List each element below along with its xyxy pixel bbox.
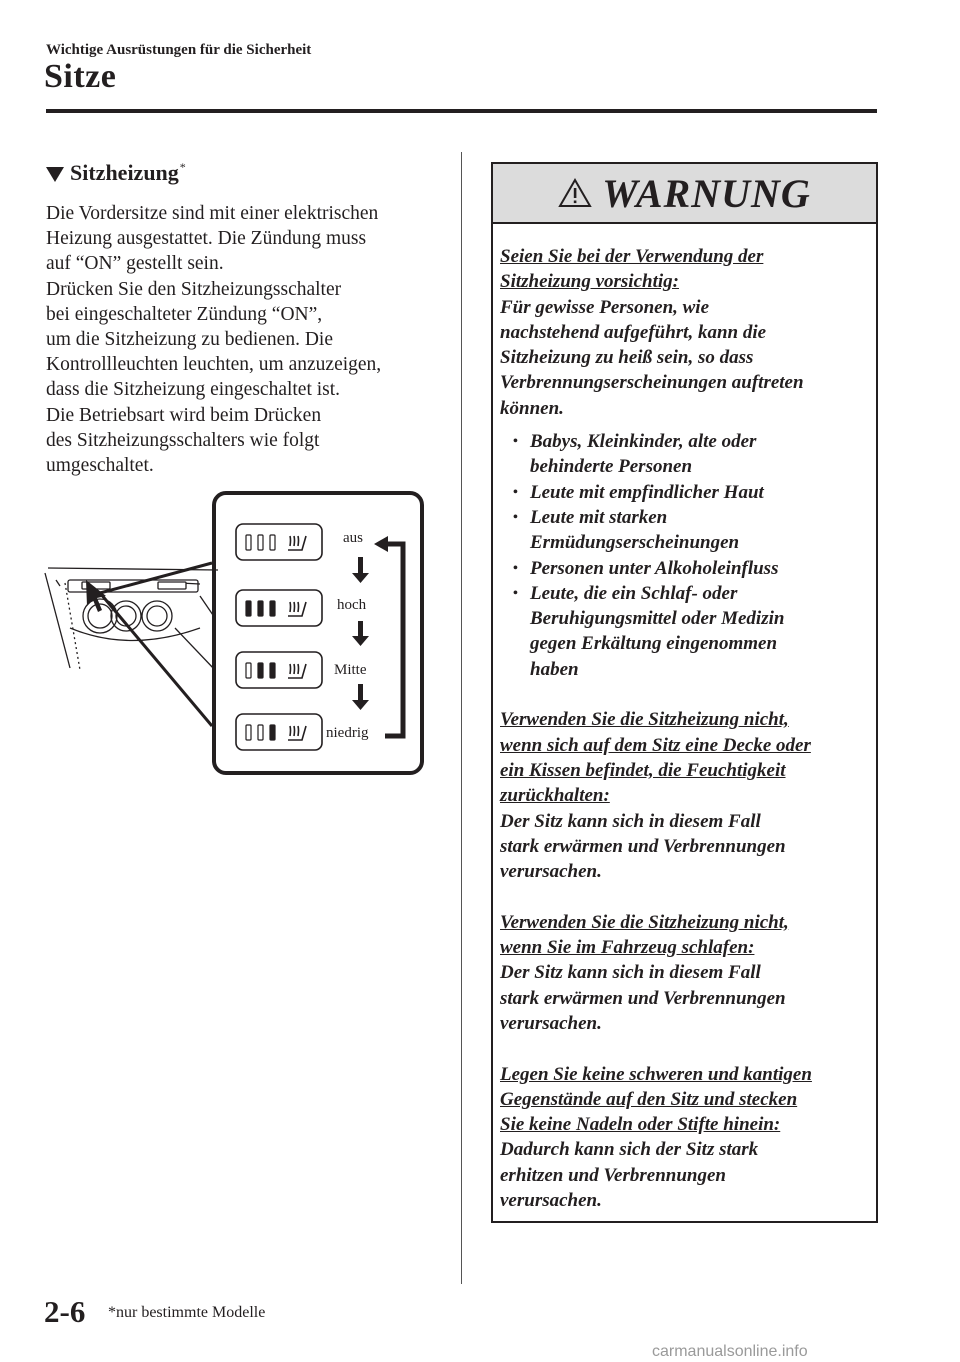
text-line: • Leute mit empfindlicher Haut xyxy=(530,481,764,503)
list-item xyxy=(500,505,875,556)
text-line: Legen Sie keine schweren und kantigen xyxy=(500,1063,812,1085)
text-line: stark erwärmen und Verbrennungen xyxy=(500,835,786,857)
text-line: bei eingeschalteter Zündung “ON”, xyxy=(46,303,323,325)
text-line: Verbrennungserscheinungen auftreten xyxy=(500,372,804,394)
warning-subheading xyxy=(500,910,875,961)
mode-label-off: aus xyxy=(343,530,363,546)
text-line: nachstehend aufgeführt, kann die xyxy=(500,321,767,343)
header-rule xyxy=(46,109,877,113)
warning-header xyxy=(493,164,876,224)
page-number: 2-6 xyxy=(44,1294,86,1329)
text-line: Sie keine Nadeln oder Stifte hinein: xyxy=(500,1114,781,1136)
mode-label-mid: Mitte xyxy=(334,662,367,678)
text-line: Sitzheizung vorsichtig: xyxy=(500,271,679,293)
text-line: Sitzheizung zu heiß sein, so dass xyxy=(500,347,754,369)
text-line: können. xyxy=(500,397,564,419)
intro-paragraph xyxy=(46,201,446,478)
text-line: Verwenden Sie die Sitzheizung nicht, xyxy=(500,709,789,731)
section-label: Wichtige Ausrüstungen für die Sicherheit xyxy=(46,42,312,58)
triangle-down-icon xyxy=(46,167,64,182)
text-line: Die Vordersitze sind mit einer elektrischen xyxy=(46,203,379,224)
warning-text xyxy=(500,1137,875,1213)
list-item xyxy=(500,480,875,505)
text-line: des Sitzheizungsschalters wie folgt xyxy=(46,429,320,451)
warning-triangle-icon xyxy=(558,178,592,208)
text-line: wenn Sie im Fahrzeug schlafen: xyxy=(500,937,755,959)
text-line: erhitzen und Verbrennungen xyxy=(500,1164,726,1186)
text-line: Verwenden Sie die Sitzheizung nicht, xyxy=(500,911,789,933)
text-line: verursachen. xyxy=(500,861,602,883)
text-line: ein Kissen befindet, die Feuchtigkeit xyxy=(500,759,786,781)
figure-frame xyxy=(212,491,424,775)
text-line: wenn sich auf dem Sitz eine Decke oder xyxy=(500,734,811,756)
text-line: • Leute mit starken xyxy=(530,506,668,528)
text-line: • Babys, Kleinkinder, alte oder xyxy=(530,431,757,453)
chapter-title: Sitze xyxy=(44,58,117,95)
warning-bullet-list xyxy=(500,429,875,682)
pointer-line xyxy=(100,563,212,593)
footnote: *nur bestimmte Modelle xyxy=(108,1304,266,1321)
text-line: um die Sitzheizung zu bedienen. Die xyxy=(46,329,333,351)
list-item xyxy=(500,556,875,581)
text-line: umgeschaltet. xyxy=(46,455,154,477)
text-line: Der Sitz kann sich in diesem Fall xyxy=(500,962,761,984)
mode-label-high: hoch xyxy=(337,597,367,613)
text-line: auf “ON” gestellt sein. xyxy=(46,253,224,275)
heading-text: Sitzheizung xyxy=(70,160,179,185)
warning-text xyxy=(500,960,875,1036)
mode-label-low: niedrig xyxy=(326,725,369,741)
warning-subheading xyxy=(500,707,875,808)
text-line: dass die Sitzheizung eingeschaltet ist. xyxy=(46,379,341,401)
warning-body xyxy=(500,244,875,1213)
text-line: Beruhigungsmittel oder Medizin xyxy=(530,608,785,630)
text-line: • Personen unter Alkoholeinfluss xyxy=(530,557,779,579)
text-line: Der Sitz kann sich in diesem Fall xyxy=(500,810,761,832)
text-line: • Leute, die ein Schlaf- oder xyxy=(530,582,738,604)
text-line: verursachen. xyxy=(500,1189,602,1211)
text-line: Heizung ausgestattet. Die Zündung muss xyxy=(46,228,367,250)
heading-footnote-mark: * xyxy=(179,160,186,174)
warning-text xyxy=(500,295,875,421)
text-line: haben xyxy=(530,658,579,680)
text-line: Seien Sie bei der Verwendung der xyxy=(500,246,764,267)
text-line: stark erwärmen und Verbrennungen xyxy=(500,987,786,1009)
text-line: Drücken Sie den Sitzheizungsschalter xyxy=(46,278,342,300)
text-line: Dadurch kann sich der Sitz stark xyxy=(500,1139,759,1161)
warning-text xyxy=(500,809,875,885)
text-line: behinderte Personen xyxy=(530,456,693,478)
watermark: carmanualsonline.info xyxy=(652,1343,808,1360)
warning-box xyxy=(491,162,878,1223)
text-line: Für gewisse Personen, wie xyxy=(500,296,710,318)
warning-title: WARNUNG xyxy=(602,170,811,216)
list-item xyxy=(500,581,875,682)
text-line: Die Betriebsart wird beim Drücken xyxy=(46,404,322,426)
column-divider xyxy=(461,152,462,1284)
pointer-line xyxy=(100,593,212,726)
text-line: Gegenstände auf den Sitz und stecken xyxy=(500,1088,798,1110)
text-line: gegen Erkältung eingenommen xyxy=(530,633,778,655)
list-item xyxy=(500,429,875,480)
warning-subheading xyxy=(500,1062,875,1138)
text-line: Ermüdungserscheinungen xyxy=(530,532,740,554)
text-line: zurückhalten: xyxy=(500,785,610,807)
text-line: verursachen. xyxy=(500,1012,602,1034)
warning-subheading xyxy=(500,244,875,295)
section-heading xyxy=(46,160,186,186)
text-line: Kontrollleuchten leuchten, um anzuzeigen, xyxy=(46,354,382,376)
